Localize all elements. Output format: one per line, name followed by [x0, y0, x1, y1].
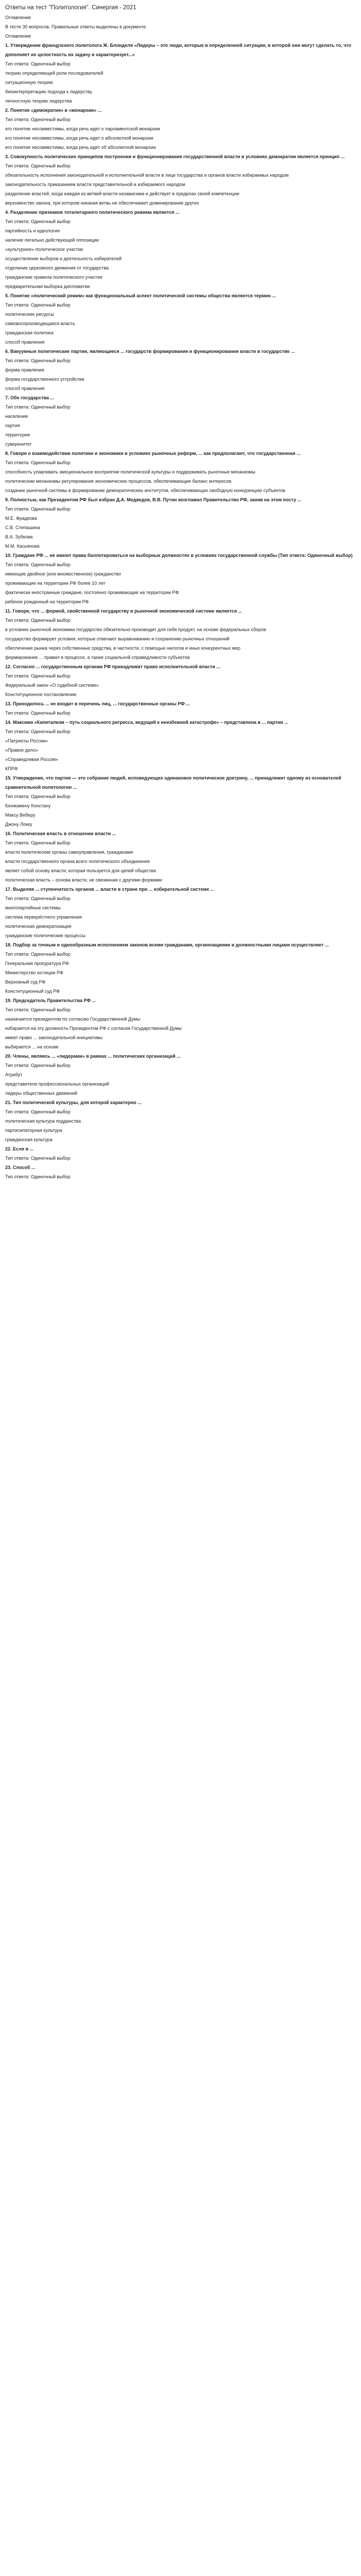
answer-option: партисипаторная культура [5, 1128, 62, 1133]
answer-type: Тип ответа: Одиночный выбор [5, 1063, 71, 1068]
answer-option: Министерство юстиции РФ [5, 970, 63, 975]
answer-option: партия [5, 423, 20, 428]
answer-option: выбирается ... на основе [5, 1044, 59, 1049]
question-text: 12. Согласно ... государственным органам РФ принадлежит право исполнительной власти ... [5, 664, 220, 669]
question-text: 8. Говоря о взаимодействии политики и экономики в условиях рыночных реформ, ... как предполагают, что государственная ... [5, 451, 301, 456]
answer-option: В.А. Зубкова [5, 534, 33, 539]
answer-option: партийность и идеология [5, 228, 60, 233]
answer-option: Атрибут [5, 1072, 23, 1077]
answer-option: Джону Локку [5, 822, 32, 827]
answer-option: власти политические органы самоуправления, гражданами [5, 850, 133, 855]
answer-option: представители профессиональных организаций [5, 1081, 109, 1087]
question-block [5, 41, 356, 106]
question-text: 1. Утверждение французского политолога Ж. Блонделя «Лидеры – это люди, которые в определенной ситуации, в которой они могут сделать то, что дополняет их целостность их задачу и характеризует...» [5, 43, 351, 57]
answer-type: Тип ответа: Одиночный выбор [5, 1109, 71, 1114]
answer-option: гражданская культура [5, 1137, 53, 1142]
question-block [5, 996, 356, 1052]
answer-option: Верховный суд РФ [5, 979, 46, 985]
answer-type: Тип ответа: Одиночный выбор [5, 1156, 71, 1161]
answer-option: фактически иностранные граждане, постоянно проживающие на территории РФ [5, 590, 179, 595]
answer-option: законодательность приказанием власти представительной и избираемого народом [5, 182, 185, 187]
question-block [5, 1098, 356, 1144]
answer-option: форма государственного устройства [5, 377, 84, 382]
question-text: 13. Приходилось ... не входит в перечень лиц, ... государственные органы РФ ... [5, 701, 190, 706]
question-list [5, 41, 356, 1181]
answer-type: Тип ответа: Одиночный выбор [5, 710, 71, 716]
answer-option: ребенок рожденный на территории РФ [5, 599, 89, 604]
answer-option: обязательность исполнения законодательной и исполнительной власти в лице государства и органов власти избираемых народом [5, 173, 289, 178]
question-text: 7. Обе государства ... [5, 395, 54, 400]
answer-option: осуществление выборов и деятельность избирателей [5, 256, 122, 261]
answer-option: проживающие на территории РФ более 10 лет [5, 581, 106, 586]
answer-option: власти государственного органа всего политического объединения [5, 859, 150, 864]
answer-type: Тип ответа: Одиночный выбор [5, 952, 71, 957]
answer-option: биоинтерпретацию подхода к лидерству [5, 89, 92, 94]
question-block [5, 106, 356, 152]
question-text: 22. Если в ... [5, 1146, 34, 1151]
answer-type: Тип ответа: Одиночный выбор [5, 460, 71, 465]
question-block [5, 885, 356, 940]
question-block [5, 1163, 356, 1181]
question-text: 10. Граждане РФ ... не имеют права баллотироваться на выборных должностях в условиях государственной службы (Тип ответа: Одиночный выбор) [5, 553, 353, 558]
question-text: 17. Выделяя ... ступенчатость органов ... власти в стране при ... избирательной системе ... [5, 887, 215, 892]
answer-option: ситуационную теорию [5, 80, 53, 85]
question-text: 19. Председатель Правительства РФ ... [5, 998, 96, 1003]
answer-option: назначается президентом по согласию Государственной Думы [5, 1016, 141, 1022]
answer-option: Генеральная прокуратура РФ [5, 961, 69, 966]
question-block [5, 551, 356, 606]
answer-option: предварительная выборка дипломатии [5, 284, 90, 289]
question-text: 11. Говоря, что ... формой, свойственной государству в рыночной экономической системе является ... [5, 608, 242, 614]
question-text: 14. Максима «Капитализм – путь социального регресса, ведущий к неизбежной катастрофе» – представлена в ... партии ... [5, 720, 288, 725]
answer-option: личностную теорию лидерства [5, 98, 72, 104]
answer-option: самовоспроизводящаяся власть [5, 321, 75, 326]
question-block [5, 393, 356, 449]
answer-option: Бенжамену Констану [5, 803, 51, 808]
answer-option: политическая власть – основа власти, не связанная с другими формами [5, 877, 162, 883]
answer-option: Конституционное постановление [5, 692, 77, 697]
answer-option: разделение властей, когда каждая из ветвей власти независима и действует в пределах своей компетенции [5, 191, 239, 196]
answer-option: лидеры общественных движений [5, 1091, 77, 1096]
answer-option: территория [5, 432, 30, 437]
answer-option: создание рыночной системы в формирование демократических институтов, обеспечивающих свободную конкуренцию субъектов [5, 488, 285, 493]
question-block [5, 1052, 356, 1098]
question-block [5, 152, 356, 208]
answer-option: гражданские правила политического участия [5, 275, 102, 280]
answer-option: политические механизмы регулирования экономических процессов, обеспечивающие баланс интересов [5, 479, 232, 484]
answer-type: Тип ответа: Одиночный выбор [5, 117, 71, 122]
answer-type: Тип ответа: Одиночный выбор [5, 219, 71, 224]
question-block [5, 940, 356, 996]
answer-option: форма правления [5, 367, 44, 372]
question-text: 5. Понятие «политический режим» как функциональный аспект политической системы общества является термин ... [5, 293, 276, 298]
answer-option: наличие легально действующей оппозиции [5, 238, 99, 243]
question-block [5, 449, 356, 495]
question-text: 20. Члены, являясь ... «лидерами» в рамках ... политических организаций ... [5, 1054, 181, 1059]
answer-option: государство формирует условия, которые отвечают выравниванию и сохранению рыночных отношений [5, 636, 230, 641]
answer-type: Тип ответа: Одиночный выбор [5, 404, 71, 410]
answer-type: Тип ответа: Одиночный выбор [5, 358, 71, 363]
answer-option: теорию определяющей роли последователей [5, 71, 104, 76]
question-text: 9. Полностью, как Президентом РФ был избран Д.А. Медведев, В.В. Путин возглавил Правительство РФ, заняв на этом посту ... [5, 497, 302, 502]
answer-option: имеющие двойное (или множественное) гражданство [5, 571, 121, 577]
answer-option: имеет право ... законодательной инициативы [5, 1035, 103, 1040]
document-intro [5, 13, 356, 41]
answer-type: Тип ответа: Одиночный выбор [5, 1007, 71, 1012]
question-block [5, 347, 356, 393]
answer-option: его понятие несовместимы, когда речь идет об абсолютной монархии [5, 145, 156, 150]
question-text: 21. Тип политической культуры, для которой характерно ... [5, 1100, 142, 1105]
answer-type: Тип ответа: Одиночный выбор [5, 840, 71, 845]
question-block [5, 606, 356, 662]
answer-option: Федеральный закон «О судебной системе» [5, 683, 99, 688]
answer-option: суверенитет [5, 442, 32, 447]
answer-type: Тип ответа: Одиночный выбор [5, 506, 71, 512]
answer-type: Тип ответа: Одиночный выбор [5, 618, 71, 623]
intro-line: Оглавление [5, 15, 31, 20]
answer-option: Максу Веберу [5, 812, 36, 818]
question-block [5, 662, 356, 699]
answer-option: формирование ... правил в процессе, а также социальной справедливости субъектов [5, 655, 190, 660]
answer-option: являет собой основу власти, которая пользуется для целей общества [5, 868, 156, 873]
question-block [5, 699, 356, 718]
answer-option: «культурное» политическое участие [5, 247, 83, 252]
answer-option: политическая культура подданства [5, 1118, 81, 1124]
answer-type: Тип ответа: Одиночный выбор [5, 729, 71, 734]
answer-option: гражданская политика [5, 330, 54, 335]
answer-type: Тип ответа: Одиночный выбор [5, 896, 71, 901]
question-block [5, 829, 356, 885]
question-text: 6. Вакуумные политические партии, являющиеся ... государств формирования и функционирования власти в государстве ... [5, 349, 295, 354]
answer-type: Тип ответа: Одиночный выбор [5, 1174, 71, 1179]
answer-option: М.М. Касьянова [5, 544, 40, 549]
answer-option: политические ресурсы [5, 312, 54, 317]
question-text: 16. Политическая власть в отношении власти ... [5, 831, 116, 836]
answer-type: Тип ответа: Одиночный выбор [5, 673, 71, 679]
answer-type: Тип ответа: Одиночный выбор [5, 163, 71, 168]
answer-type: Тип ответа: Одиночный выбор [5, 794, 71, 799]
answer-option: Конституционный суд РФ [5, 989, 60, 994]
answer-option: избирается на эту должность Президентом РФ с согласия Государственной Думы [5, 1026, 182, 1031]
answer-option: «Справедливая Россия» [5, 757, 58, 762]
answer-option: М.Е. Фрадкова [5, 516, 37, 521]
answer-option: КПРФ [5, 766, 18, 771]
answer-type: Тип ответа: Одиночный выбор [5, 562, 71, 567]
answer-option: система перекрёстного управления [5, 914, 82, 920]
answer-option: верховенство закона, при котором никакая ветвь не обеспечивает доминирование других [5, 200, 199, 206]
question-block [5, 495, 356, 551]
question-text: 4. Разделение признаков тоталитарного политического режима является ... [5, 210, 180, 215]
answer-option: С.В. Степашина [5, 525, 40, 530]
question-block [5, 291, 356, 347]
question-block [5, 773, 356, 829]
answer-option: «Правое дело» [5, 748, 38, 753]
intro-line: В тесте 30 вопросов. Правильные ответы выделены в документе. [5, 24, 147, 29]
answer-type: Тип ответа: Одиночный выбор [5, 61, 71, 66]
answer-option: способ правления [5, 340, 45, 345]
answer-option: отделение церковного движения от государства [5, 265, 109, 270]
answer-option: население [5, 414, 28, 419]
question-text: 3. Совокупность политических принципов построения и функционирования государственной власти в условиях демократии является принцип ... [5, 154, 345, 159]
question-block [5, 208, 356, 291]
question-text: 15. Утверждение, что партия — это собрание людей, исповедующих одинаковое политическое доктрину, ... принадлежит одному из основателей сравнительной политологии ... [5, 775, 341, 790]
answer-option: «Патриоты России» [5, 738, 48, 743]
answer-option: в условиях рыночной экономики государство обязательно производит для себя продукт, на основе федеральных сборов [5, 627, 266, 632]
answer-option: его понятие несовместимы, когда речь идет о абсолютной монархии [5, 135, 153, 141]
answer-option: его понятие несовместимы, когда речь идет о парламентской монархии [5, 126, 160, 131]
answer-option: гражданские политические процессы [5, 933, 85, 938]
question-block [5, 718, 356, 773]
answer-option: обеспечение рынка через собственные средства, в частности, с помощью налогов и иных конкурентных мер [5, 646, 240, 651]
question-text: 2. Понятие «демократия» в «монархии» ... [5, 108, 102, 113]
intro-line: Оглавление [5, 33, 31, 39]
question-block [5, 1144, 356, 1163]
document-title: Ответы на тест "Политология". Синергия - 2021 [5, 5, 136, 11]
answer-option: способность улавливать эмоциональное восприятие политической культуры и поддерживать рыночные механизмы [5, 469, 255, 474]
answer-option: политическая демократизация [5, 924, 72, 929]
answer-option: способ правления [5, 386, 45, 391]
answer-type: Тип ответа: Одиночный выбор [5, 302, 71, 308]
question-text: 23. Способ ... [5, 1165, 36, 1170]
answer-option: многопартийные системы [5, 905, 61, 910]
question-text: 18. Подбор за точным и однообразным исполнением законов всеми гражданами, организациями и должностными лицами осуществляет ... [5, 942, 329, 947]
